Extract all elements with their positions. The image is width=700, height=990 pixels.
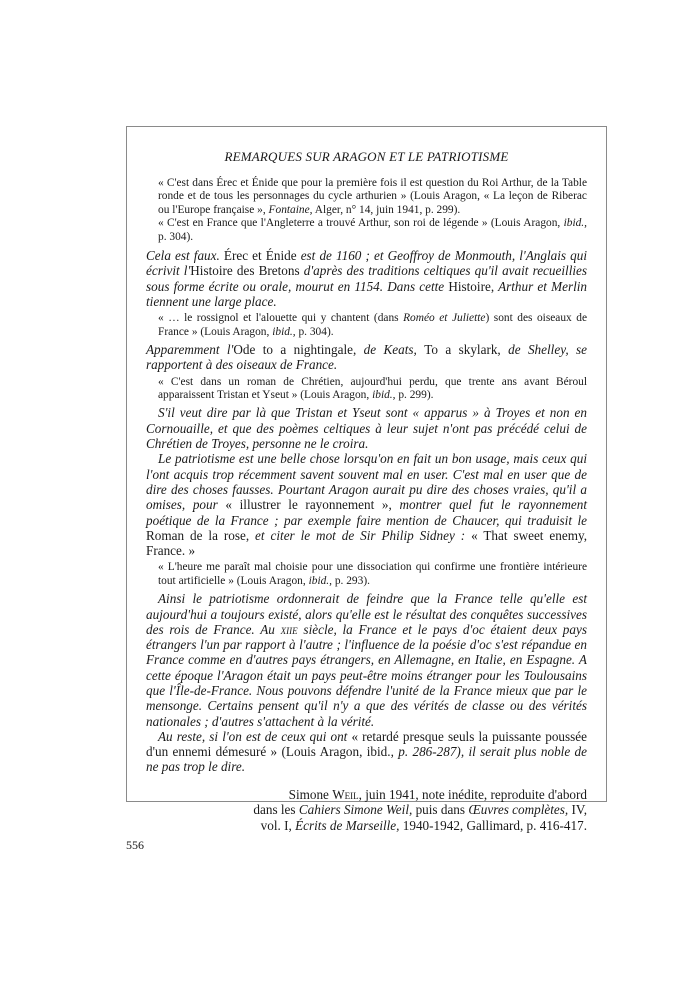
paragraph-5: Ainsi le patriotisme ordonnerait de feindre que la France telle qu'elle est aujourd'hui a toujours existé, alors qu'elle est le résultat des conquêtes successives des rois de France. Au xiie siècle, la France et le pays d'oc étaient deux pays étrangers l'un par rapport à l'autre ; l'influence de la poésie d'oc s'est répandue en France comme en d'autres pays étrangers, en Allemagne, en Italie, en Espagne. A cette époque l'Aragon était un pays peut-être moins étranger pour les Toulousains que l'Île-de-France. Nous pouvons défendre l'unité de la France mieux que par le mensonge. Certains pensent qu'il n'y a que des vérités de classe ou des vérités nationales ; d'autres s'attachent à la vérité.: [146, 591, 587, 729]
page-number: 556: [126, 838, 144, 852]
quote-block-4: « L'heure me paraît mal choisie pour une dissociation qui confirme une frontière intérieure tout artificielle » (Louis Aragon, ibid., p. 293).: [158, 561, 587, 587]
page-title: REMARQUES SUR ARAGON ET LE PATRIOTISME: [224, 149, 509, 164]
paragraph-6: Au reste, si l'on est de ceux qui ont « retardé presque seuls la puissante poussée d'un ennemi démesuré » (Louis Aragon, ibid., p. 286-287), il serait plus noble de ne pas trop le dire.: [146, 728, 588, 775]
frame-content: [146, 149, 587, 833]
text-frame: [126, 126, 607, 833]
paragraph-2: Apparemment l'Ode to a nightingale, de Keats, To a skylark, de Shelley, se rapportent à des oiseaux de France.: [146, 342, 587, 373]
signature-line-3: vol. I, Écrits de Marseille, 1940-1942, Gallimard, p. 416-417.: [260, 817, 587, 833]
signature-line-2: dans les Cahiers Simone Weil, puis dans Œuvres complètes, IV,: [253, 802, 587, 818]
paragraph-4: Le patriotisme est une belle chose lorsqu'on en fait un bon usage, mais ceux qui l'ont acquis trop récemment savent souvent mal en user. C'est mal en user que de dire des choses fausses. Pourtant Aragon aurait pu dire des choses vraies, qu'il a omises, pour « illustrer le rayonnement », montrer quel fut le rayonnement poétique de la France ; par exemple faire mention de Chaucer, qui traduisit le Roman de la rose, et citer le mot de Sir Philip Sidney : « That sweet enemy, France. »: [146, 451, 587, 559]
quote-block-1: [158, 177, 587, 244]
paragraph-1: Cela est faux. Érec et Énide est de 1160 ; et Geoffroy de Monmouth, l'Anglais qui écrivit l'Histoire des Bretons d'après des traditions celtiques qu'il avait recueillies sous forme écrite ou orale, mourut en 1154. Dans cette Histoire, Arthur et Merlin tiennent une large place.: [146, 248, 588, 309]
quote-block-2: « … le rossignol et l'alouette qui y chantent (dans Roméo et Juliette) sont des oiseaux de France » (Louis Aragon, ibid., p. 304).: [158, 312, 588, 338]
quote-1-line-2: « C'est en France que l'Angleterre a trouvé Arthur, son roi de légende » (Louis Aragon, ibid., p. 304).: [158, 217, 587, 243]
quote-block-3: « C'est dans un roman de Chrétien, aujourd'hui perdu, que trente ans avant Béroul apparaissent Tristan et Yseut » (Louis Aragon, ibid., p. 299).: [158, 375, 587, 402]
quote-1-line-1: « C'est dans Érec et Énide que pour la première fois il est question du Roi Arthur, de la Table ronde et de tous les personnages du cycle arthurien » (Louis Aragon, « La leçon de Riberac ou l'Europe française », Fontaine, Alger, n° 14, juin 1941, p. 299).: [158, 177, 587, 216]
signature-line-1: Simone Weil, juin 1941, note inédite, reproduite d'abord: [288, 786, 587, 802]
paragraph-3: S'il veut dire par là que Tristan et Yseut sont « apparus » à Troyes et non en Cornouaille, et que des poèmes celtiques à leur sujet n'ont pas précédé celui de Chrétien de Troyes, personne ne le croira.: [146, 405, 587, 452]
signature-block: [146, 787, 587, 833]
